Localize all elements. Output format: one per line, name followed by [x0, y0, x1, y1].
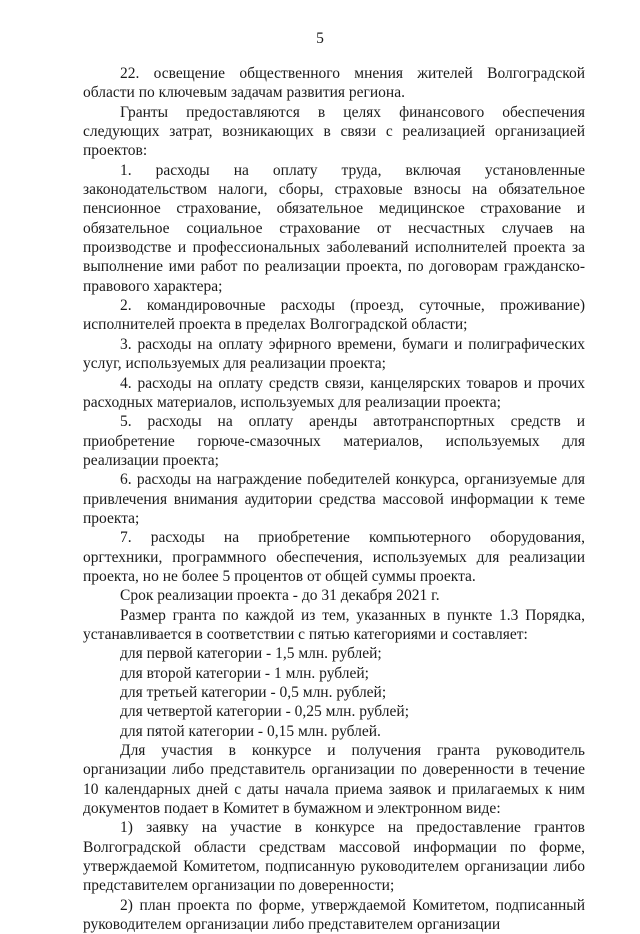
expense-item-7: 7. расходы на приобретение компьютерного оборудования, оргтехники, программного обеспечения, используемых для реализации проекта, но не более 5 процентов от общей суммы проекта. [83, 529, 585, 585]
expense-item-4: 4. расходы на оплату средств связи, канцелярских товаров и прочих расходных материалов, используемых для реализации проекта; [83, 374, 585, 411]
expense-item-1: 1. расходы на оплату труда, включая установленные законодательством налоги, сборы, страховые взносы на обязательное пенсионное страхование, обязательное медицинское страхование и обязательное социальное страхование от несчастных случаев на производстве и профессиональных заболеваний исполнителей проекта за выполнение ими работ по реализации проекта, по договорам гражданско-правового характера; [83, 161, 585, 295]
expense-item-5: 5. расходы на оплату аренды автотранспортных средств и приобретение горюче-смазочных материалов, используемых для реализации проекта; [83, 413, 585, 469]
paragraph-grants-purpose: Гранты предоставляются в целях финансового обеспечения следующих затрат, возникающих в связи с реализацией организацией проектов: [83, 103, 585, 160]
category-item: для третьей категории - 0,5 млн. рублей; [120, 684, 387, 701]
paragraph-participation: Для участия в конкурсе и получения гранта руководитель организации либо представитель организации по доверенности в течение 10 календарных дней с даты начала приема заявок и прилагаемых к ним документов подает в Комитет в бумажном и электронном виде: [83, 742, 585, 818]
category-item: для второй категории - 1 млн. рублей; [120, 664, 369, 682]
document-list-item-2: 2) план проекта по форме, утверждаемой Комитетом, подписанный руководителем организации либо представителем организации [83, 896, 585, 934]
expense-item-3: 3. расходы на оплату эфирного времени, бумаги и полиграфических услуг, используемых для реализации проекта; [83, 335, 585, 373]
document-list-item-1: 1) заявку на участие в конкурсе на предоставление грантов Волгоградской области средствам массовой информации по форме, утверждаемой Комитетом, подписанную руководителем организации либо представителем организации по доверенности; [83, 819, 585, 895]
expense-item-6: 6. расходы на награждение победителей конкурса, организуемые для привлечения внимания аудитории средства массовой информации к теме проекта; [83, 471, 585, 527]
paragraph-deadline: Срок реализации проекта - до 31 декабря 2021 г. [120, 587, 440, 605]
expense-item-2: 2. командировочные расходы (проезд, суточные, проживание) исполнителей проекта в пределах Волгоградской области; [83, 297, 585, 334]
page-number: 5 [316, 30, 324, 47]
category-item: для пятой категории - 0,15 млн. рублей. [120, 722, 381, 740]
category-item: для первой категории - 1,5 млн. рублей; [120, 645, 382, 663]
document-body [83, 64, 585, 934]
paragraph-item-22: 22. освещение общественного мнения жителей Волгоградской области по ключевым задачам развития региона. [83, 65, 585, 102]
category-item: для четвертой категории - 0,25 млн. рублей; [120, 703, 410, 721]
paragraph-grant-size: Размер гранта по каждой из тем, указанных в пункте 1.3 Порядка, устанавливается в соответствии с пятью категориями и составляет: [83, 606, 585, 643]
